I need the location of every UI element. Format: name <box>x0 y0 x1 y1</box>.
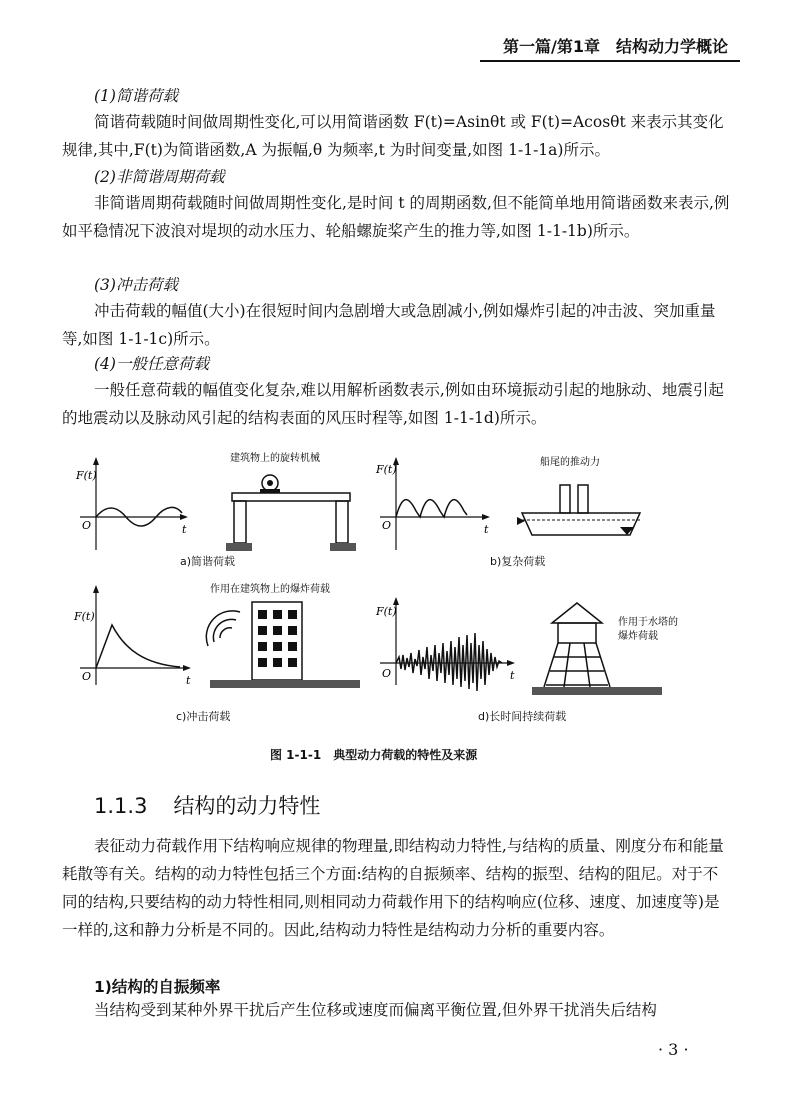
panel-d-title-2: 爆炸荷载 <box>618 631 658 642</box>
building-icon <box>210 602 360 688</box>
axis-label-o-b: O <box>382 519 392 532</box>
axis-label-t: t <box>182 523 187 536</box>
figure-caption: 图 1-1-1 典型动力荷载的特性及来源 <box>270 748 478 762</box>
s4-heading: (4)一般任意荷载 <box>94 355 209 373</box>
frame-with-machine <box>226 475 356 551</box>
s2-text: 非简谐周期荷载随时间做周期性变化,是时间 t 的周期函数,但不能简单地用简谐函数来表示,例如平稳情况下波浪对堤坝的动水压力、轮船螺旋桨产生的推力等,如图 1-1-1b)所示。 <box>62 194 730 240</box>
panel-d-label: d)长时间持续荷载 <box>478 710 567 723</box>
figure-panel-d <box>372 595 678 710</box>
axis-label-f-c: F(t) <box>74 610 95 623</box>
impulse-curve <box>96 625 180 668</box>
s1-heading: (1)简谐荷载 <box>94 87 178 105</box>
s3-text: 冲击荷载的幅值(大小)在很短时间内急剧增大或急剧减小,例如爆炸引起的冲击波、突加重量等,如图 1-1-1c)所示。 <box>62 302 716 348</box>
figure-panel-a <box>70 455 370 565</box>
subheading-1: 1)结构的自振频率 <box>94 978 221 996</box>
random-curve <box>396 633 502 691</box>
axis-label-f: F(t) <box>76 469 97 482</box>
figure-panel-b <box>372 455 672 565</box>
s2-heading: (2)非简谐周期荷载 <box>94 168 225 186</box>
s4-text: 一般任意荷载的幅值变化复杂,难以用解析函数表示,例如由环境振动引起的地脉动、地震引起的地震动以及脉动风引起的结构表面的风压时程等,如图 1-1-1d)所示。 <box>62 381 724 427</box>
panel-c-label: c)冲击荷载 <box>176 710 231 723</box>
figure-panel-c <box>70 580 370 700</box>
periodic-curve <box>396 500 467 517</box>
axis-label-f-b: F(t) <box>376 463 397 476</box>
section-number: 1.1.3 <box>94 794 148 818</box>
blast-waves-icon <box>206 611 240 646</box>
axis-label-o-c: O <box>82 670 92 683</box>
axis-label-f-d: F(t) <box>376 605 397 618</box>
water-tower-icon <box>544 603 610 687</box>
ground <box>532 687 662 695</box>
page-number: · 3 · <box>658 1040 689 1059</box>
ship-icon <box>517 485 640 535</box>
s3-heading: (3)冲击荷载 <box>94 276 178 294</box>
panel-b-title: 船尾的推动力 <box>540 457 600 468</box>
section-heading <box>94 790 320 820</box>
panel-c-title: 作用在建筑物上的爆炸荷载 <box>210 584 330 595</box>
header-text: 第一篇/第1章 结构动力学概论 <box>503 37 728 56</box>
axis-label-o: O <box>82 519 92 532</box>
header-rule <box>480 60 740 62</box>
axis-label-o-d: O <box>382 667 392 680</box>
running-header <box>480 30 740 62</box>
axis-label-t-b: t <box>484 523 489 536</box>
axis-label-t-c: t <box>186 674 191 687</box>
panel-d-title-1: 作用于水塔的 <box>618 617 678 628</box>
panel-b-label: b)复杂荷载 <box>490 555 546 568</box>
axis-label-t-d: t <box>510 669 515 682</box>
section-title: 结构的动力特性 <box>173 794 321 818</box>
s1-text: 简谐荷载随时间做周期性变化,可以用简谐函数 F(t)=Asinθt 或 F(t)=Acosθt 来表示其变化规律,其中,F(t)为简谐函数,A 为振幅,θ 为频率,t 为时间变量,如图 1-1-1a)所示。 <box>62 113 724 159</box>
body-p2: 当结构受到某种外界干扰后产生位移或速度而偏离平衡位置,但外界干扰消失后结构 <box>94 1001 657 1019</box>
panel-a-title: 建筑物上的旋转机械 <box>230 453 320 464</box>
panel-a-label: a)简谐荷载 <box>180 555 236 568</box>
body-p1: 表征动力荷载作用下结构响应规律的物理量,即结构动力特性,与结构的质量、刚度分布和能量耗散等有关。结构的动力特性包括三个方面:结构的自振频率、结构的振型、结构的阻尼。对于不同的结构,只要结构的动力特性相同,则相同动力荷载作用下的结构响应(位移、速度、加速度等)是一样的,这和静力分析是不同的。因此,结构动力特性是结构动力分析的重要内容。 <box>62 837 724 939</box>
